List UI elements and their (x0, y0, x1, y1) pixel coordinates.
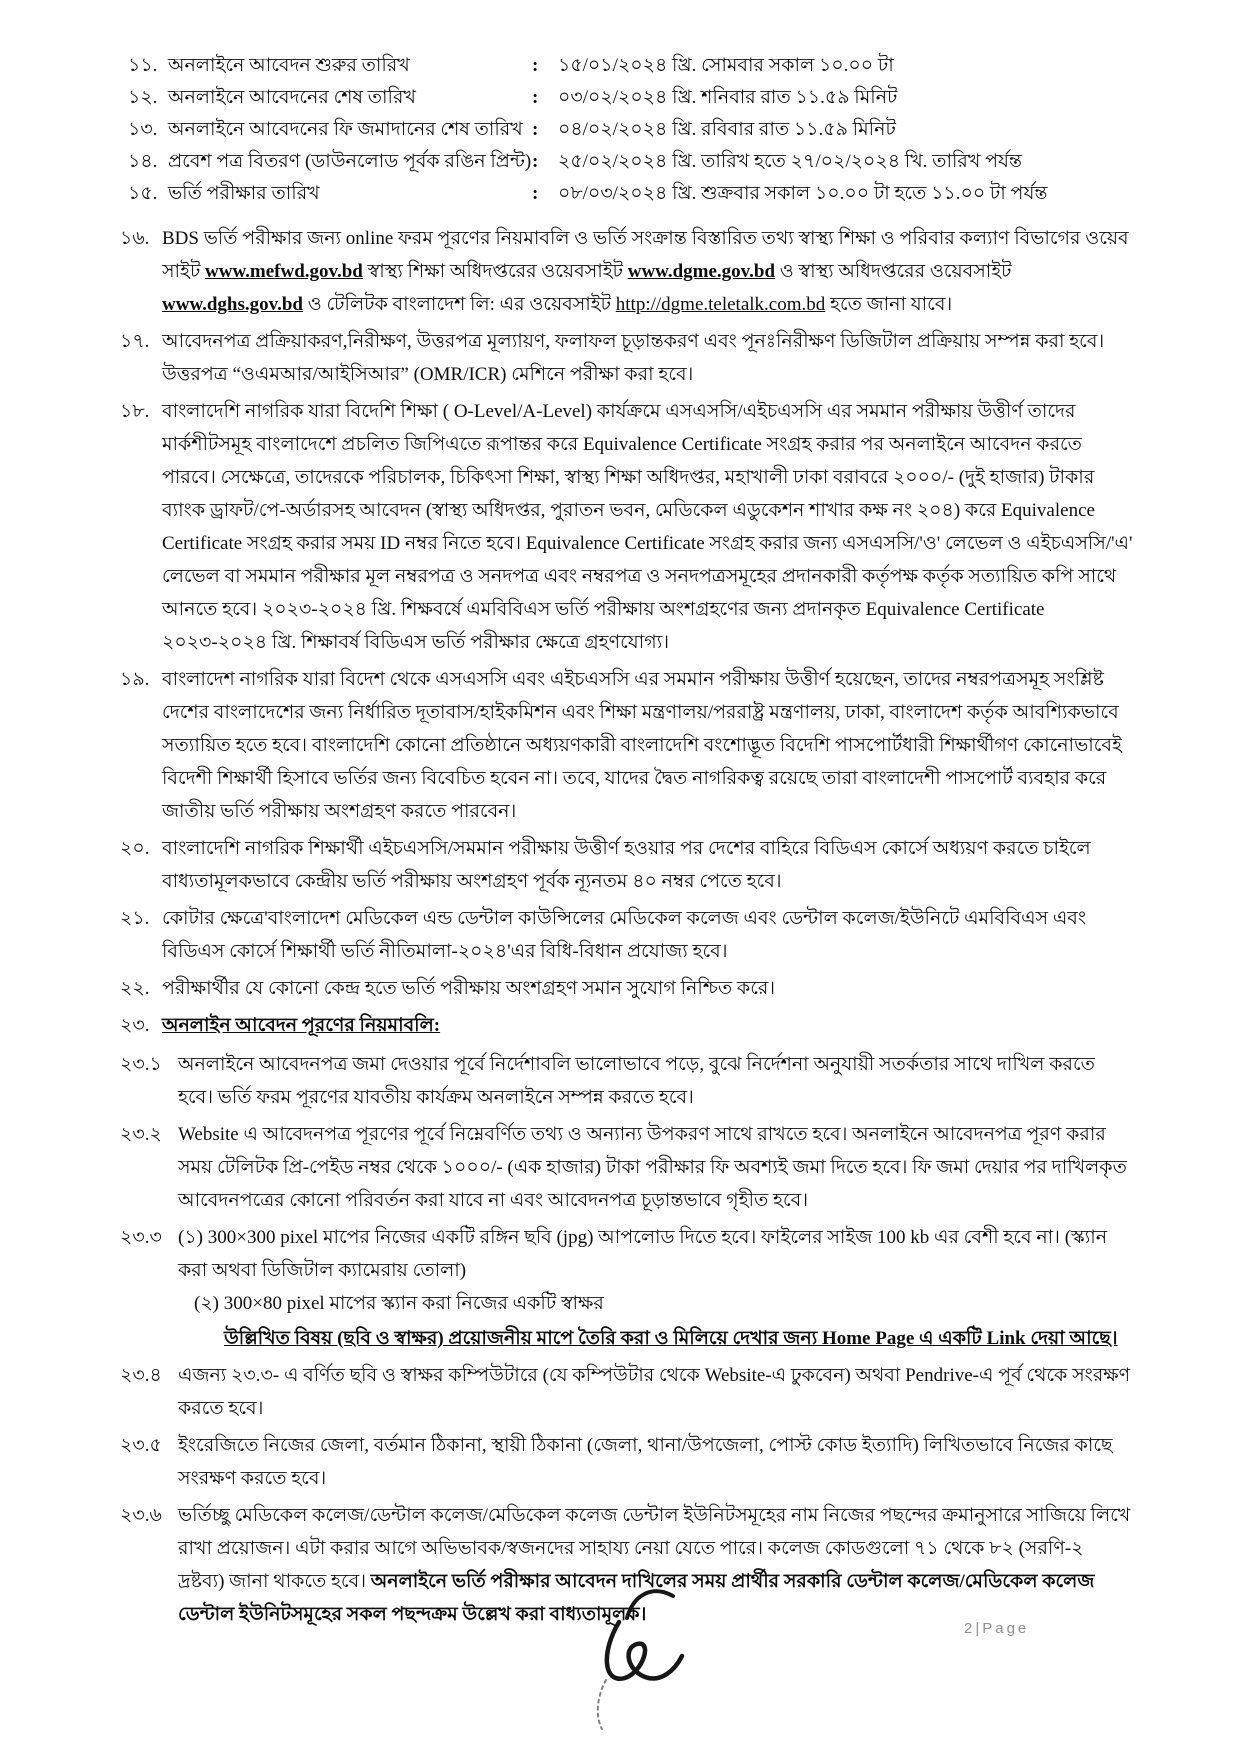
text-segment: অনলাইনে ভর্তি পরীক্ষার আবেদন দাখিলের সময় প্রার্থীর সরকারি ডেন্টাল কলেজ/মেডিকেল কলেজ ডেন্টাল ইউনিটসমূহের সকল পছন্দক্রম উল্লেখ করা বাধ্যতামূলক। (178, 1571, 1095, 1625)
schedule-value-group (532, 114, 896, 146)
item-number: ১৮. (120, 401, 150, 422)
url-teletalk: http://dgme.teletalk.com.bd (615, 294, 826, 315)
schedule-label: অনলাইনে আবেদন শুরুর তারিখ (168, 55, 410, 76)
text-segment: ও স্বাস্থ্য অধিদপ্তরের ওয়েবসাইট (775, 261, 1012, 282)
item-number: ২৩.২ (120, 1124, 162, 1145)
schedule-value-group (532, 146, 1022, 178)
instruction-item-16 (120, 222, 1134, 321)
page-number-label: 2|Page (964, 1620, 1030, 1637)
item-number: ২৩.১ (120, 1054, 162, 1075)
schedule-row (128, 178, 1134, 210)
rule-subitem-signature: (২) 300×80 pixel মাপের স্ক্যান করা নিজের একটি স্বাক্ষর (194, 1293, 604, 1314)
item-number: ১৪. (128, 151, 158, 172)
rule-text: ইংরেজিতে নিজের জেলা, বর্তমান ঠিকানা, স্থায়ী ঠিকানা (জেলা, থানা/উপজেলা, পোস্ট কোড ইত্যাদি) লিখিতভাবে নিজের কাছে সংরক্ষণ করতে হবে। (178, 1435, 1113, 1489)
schedule-row (128, 146, 1134, 178)
item-number: ২২. (120, 978, 150, 999)
colon-separator: : (532, 87, 539, 108)
rule-text: Website এ আবেদনপত্র পূরণের পূর্বে নিম্নেবর্ণিত তথ্য ও অন্যান্য উপকরণ সাথে রাখতে হবে। অনলাইনে আবেদনপত্র পূরণ করার সময় টেলিটক প্রি-পেইড নম্বর থেকে ১০০০/- (এক হাজার) টাকা পরীক্ষার ফি অবশ্যই জমা দিতে হবে। ফি জমা দেয়ার পর দাখিলকৃত আবেদনপত্রের কোনো পরিবর্তন করা যাবে না এবং আবেদনপত্র চূড়ান্তভাবে গৃহীত হবে। (178, 1124, 1127, 1211)
instruction-text: বাংলাদেশি নাগরিক যারা বিদেশি শিক্ষা ( O-Level/A-Level) কার্যক্রমে এসএসসি/এইচএসসি এর সমমান পরীক্ষায় উত্তীর্ণ তাদের মার্কশীটসমূহ বাংলাদেশে প্রচলিত জিপিএতে রূপান্তর করে Equivalence Certificate সংগ্রহ করার পর অনলাইনে আবেদন করতে পারবে। সেক্ষেত্রে, তাদেরকে পরিচালক, চিকিৎসা শিক্ষা, স্বাস্থ্য শিক্ষা অধিদপ্তর, মহাখালী ঢাকা বরাবরে ২০০০/- (দুই হাজার) টাকার ব্যাংক ড্রাফট/পে-অর্ডারসহ আবেদন (স্বাস্থ্য অধিদপ্তর, পুরাতন ভবন, মেডিকেল এডুকেশন শাখার কক্ষ নং ২০৪) করে Equivalence Certificate সংগ্রহ করার সময় ID নম্বর নিতে হবে। Equivalence Certificate সংগ্রহ করার জন্য এসএসসি/'ও' লেভেল ও এইচএসসি/'এ' লেভেল বা সমমান পরীক্ষার মূল নম্বরপত্র ও সনদপত্র এবং নম্বরপত্র ও সনদপত্রসমূহের প্রদানকারী কর্তৃপক্ষ কর্তৃক সত্যায়িত কপি সাথে আনতে হবে। ২০২৩-২০২৪ খ্রি. শিক্ষবর্ষে এমবিবিএস ভর্তি পরীক্ষায় অংশগ্রহণের জন্য প্রদানকৃত Equivalence Certificate ২০২৩-২০২৪ খ্রি. শিক্ষাবর্ষ বিডিএস ভর্তি পরীক্ষার ক্ষেত্রে গ্রহণযোগ্য। (162, 401, 1133, 653)
rule-item-23-5 (120, 1429, 1134, 1495)
schedule-value-group (532, 50, 894, 82)
online-rules-heading (120, 1009, 1134, 1042)
schedule-value: ০৮/০৩/২০২৪ খ্রি. শুক্রবার সকাল ১০.০০ টা হতে ১১.০০ টা পর্যন্ত (558, 183, 1048, 204)
rule-subitem-photo: (১) 300×300 pixel মাপের নিজের একটি রঙ্গিন ছবি (jpg) আপলোড দিতে হবে। ফাইলের সাইজ 100 kb এর বেশী হবে না। (স্ক্যান করা অথবা ডিজিটাল ক্যামেরায় তোলা) (178, 1227, 1108, 1281)
colon-separator: : (532, 183, 539, 204)
text-segment: BDS ভর্তি পরীক্ষার জন্য online ফরম পূরণের নিয়মাবলি ও ভর্তি সংক্রান্ত বিস্তারিত তথ্য স্বাস্থ্য শিক্ষা ও পরিবার কল্যাণ বিভাগের ওয়েব সাইট (162, 228, 1129, 282)
schedule-row (128, 50, 1134, 82)
schedule-value-group (532, 178, 1048, 210)
text-segment: ও টেলিটক বাংলাদেশ লি: এর ওয়েবসাইট (302, 294, 616, 315)
instruction-text: পরীক্ষার্থীর যে কোনো কেন্দ্র হতে ভর্তি পরীক্ষায় অংশগ্রহণ সমান সুযোগ নিশ্চিত করে। (162, 978, 776, 999)
schedule-list (128, 50, 1134, 210)
online-rules (120, 1048, 1134, 1631)
item-number: ২৩.৬ (120, 1505, 162, 1526)
item-number: ২১. (120, 908, 150, 929)
instruction-text: বাংলাদেশি নাগরিক শিক্ষার্থী এইচএসসি/সমমান পরীক্ষায় উত্তীর্ণ হওয়ার পর দেশের বাহিরে বিডিএস কোর্সে অধ্যয়ণ করতে চাইলে বাধ্যতামূলকভাবে কেন্দ্রীয় ভর্তি পরীক্ষায় অংশগ্রহণ পূর্বক ন্যূনতম ৪০ নম্বর পেতে হবে। (162, 838, 1091, 892)
rule-item-23-1 (120, 1048, 1134, 1114)
url-mefwd: www.mefwd.gov.bd (205, 261, 363, 282)
schedule-value: ২৫/০২/২০২৪ খ্রি. তারিখ হতে ২৭/০২/২০২৪ খি. তারিখ পর্যন্ত (558, 151, 1023, 172)
item-number: ২০. (120, 838, 150, 859)
item-number: ১২. (128, 87, 158, 108)
homepage-link-note: উল্লিখিত বিষয় (ছবি ও স্বাক্ষর) প্রয়োজনীয় মাপে তৈরি করা ও মিলিয়ে দেখার জন্য Home Page এ একটি Link দেয়া আছে। (224, 1328, 1118, 1349)
instruction-item-19 (120, 663, 1134, 828)
general-instructions (120, 222, 1134, 1005)
signature-scribble-icon (585, 1582, 695, 1738)
item-number: ১৭. (120, 331, 150, 352)
item-number: ২৩.৫ (120, 1435, 162, 1456)
colon-separator: : (532, 55, 539, 76)
schedule-value-group (532, 82, 897, 114)
schedule-value: ০৪/০২/২০২৪ খ্রি. রবিবার রাত ১১.৫৯ মিনিট (558, 119, 896, 140)
item-number: ১৫. (128, 183, 158, 204)
instruction-item-18 (120, 395, 1134, 659)
rule-body (178, 1221, 1134, 1355)
text-segment: ভর্তিচ্ছু মেডিকেল কলেজ/ডেন্টাল কলেজ/মেডিকেল কলেজ ডেন্টাল ইউনিটসমূহের নাম নিজের পছন্দের ক্রমানুসারে সাজিয়ে লিখে রাখা প্রয়োজন। এটা করার আগে অভিভাবক/স্বজনদের সাহায্য নেয়া যেতে পারে। কলেজ কোডগুলো ৭১ থেকে ৮২ (সরণি-২ দ্রষ্টব্য) জানা থাকতে হবে। (178, 1505, 1131, 1592)
schedule-label: অনলাইনে আবেদনের শেষ তারিখ (168, 87, 416, 108)
item-number: ২৩.৪ (120, 1365, 162, 1386)
colon-separator: : (532, 151, 539, 172)
instruction-text (162, 222, 1134, 321)
schedule-row (128, 114, 1134, 146)
schedule-label: প্রবেশ পত্র বিতরণ (ডাউনলোড পূর্বক রঙিন প্রিন্ট) (168, 151, 532, 172)
rule-item-23-3 (120, 1221, 1134, 1355)
rule-item-23-4 (120, 1359, 1134, 1425)
item-number: ১৯. (120, 669, 150, 690)
item-number: ১৬. (120, 228, 150, 249)
schedule-value: ০৩/০২/২০২৪ খ্রি. শনিবার রাত ১১.৫৯ মিনিট (558, 87, 898, 108)
instruction-text: কোটার ক্ষেত্রে'বাংলাদেশ মেডিকেল এন্ড ডেন্টাল কাউন্সিলের মেডিকেল কলেজ এবং ডেন্টাল কলেজ/ইউনিটে এমবিবিএস এবং বিডিএস কোর্সে শিক্ষার্থী ভর্তি নীতিমালা-২০২৪'এর বিধি-বিধান প্রযোজ্য হবে। (162, 908, 1087, 962)
rule-text: এজন্য ২৩.৩- এ বর্ণিত ছবি ও স্বাক্ষর কম্পিউটারে (যে কম্পিউটার থেকে Website-এ ঢুকবেন) অথবা Pendrive-এ পূর্ব থেকে সংরক্ষণ করতে হবে। (178, 1365, 1131, 1419)
section-heading: অনলাইন আবেদন পূরণের নিয়মাবলি: (162, 1015, 441, 1036)
schedule-value: ১৫/০১/২০২৪ খ্রি. সোমবার সকাল ১০.০০ টা (558, 55, 894, 76)
instruction-text: বাংলাদেশ নাগরিক যারা বিদেশ থেকে এসএসসি এবং এইচএসসি এর সমমান পরীক্ষায় উত্তীর্ণ হয়েছেন, তাদের নম্বরপত্রসমূহ সংশ্লিষ্ট দেশের বাংলাদেশের জন্য নির্ধারিত দূতাবাস/হাইকমিশন এবং শিক্ষা মন্ত্রণালয়/পররাষ্ট্র মন্ত্রণালয়, ঢাকা, বাংলাদেশ কর্তৃক আবশ্যিকভাবে সত্যায়িত হতে হবে। বাংলাদেশি কোনো প্রতিষ্ঠানে অধ্যয়ণকারী বাংলাদেশি বংশোদ্ভূত বিদেশি পাসপোর্টধারী শিক্ষার্থীগণ কোনোভাবেই বিদেশী শিক্ষার্থী হিসাবে ভর্তির জন্য বিবেচিত হবেন না। তবে, যাদের দ্বৈত নাগরিকত্ব রয়েছে তারা বাংলাদেশী পাসপোর্ট ব্যবহার করে জাতীয় ভর্তি পরীক্ষায় অংশগ্রহণ করতে পারবেন। (162, 669, 1122, 822)
schedule-label: ভর্তি পরীক্ষার তারিখ (168, 183, 320, 204)
instruction-item-21 (120, 902, 1134, 968)
rule-item-23-2 (120, 1118, 1134, 1217)
schedule-row (128, 82, 1134, 114)
colon-separator: : (532, 119, 539, 140)
instruction-item-20 (120, 832, 1134, 898)
heading-text-wrap (162, 1009, 1134, 1042)
text-segment: স্বাস্থ্য শিক্ষা অধিদপ্তরের ওয়েবসাইট (362, 261, 628, 282)
instruction-text: আবেদনপত্র প্রক্রিয়াকরণ,নিরীক্ষণ, উত্তরপত্র মূল্যায়ণ, ফলাফল চূড়ান্তকরণ এবং পূনঃনিরীক্ষণ ডিজিটাল প্রক্রিয়ায় সম্পন্ন করা হবে। উত্তরপত্র “ওএমআর/আইসিআর” (OMR/ICR) মেশিনে পরীক্ষা করা হবে। (162, 331, 1105, 385)
instruction-item-17 (120, 325, 1134, 391)
url-dgme: www.dgme.gov.bd (627, 261, 776, 282)
item-number: ১৩. (128, 119, 158, 140)
item-number: ১১. (128, 55, 158, 76)
url-dghs: www.dghs.gov.bd (162, 294, 303, 315)
item-number: ২৩. (120, 1015, 150, 1036)
rule-text: অনলাইনে আবেদনপত্র জমা দেওয়ার পূর্বে নির্দেশাবলি ভালোভাবে পড়ে, বুঝে নির্দেশনা অনুযায়ী সতর্কতার সাথে দাখিল করতে হবে। ভর্তি ফরম পূরণের যাবতীয় কার্যক্রম অনলাইনে সম্পন্ন করতে হবে। (178, 1054, 1095, 1108)
item-number: ২৩.৩ (120, 1227, 162, 1248)
text-segment: হতে জানা যাবে। (825, 294, 953, 315)
schedule-label: অনলাইনে আবেদনের ফি জমাদানের শেষ তারিখ (168, 119, 523, 140)
instruction-item-22 (120, 972, 1134, 1005)
